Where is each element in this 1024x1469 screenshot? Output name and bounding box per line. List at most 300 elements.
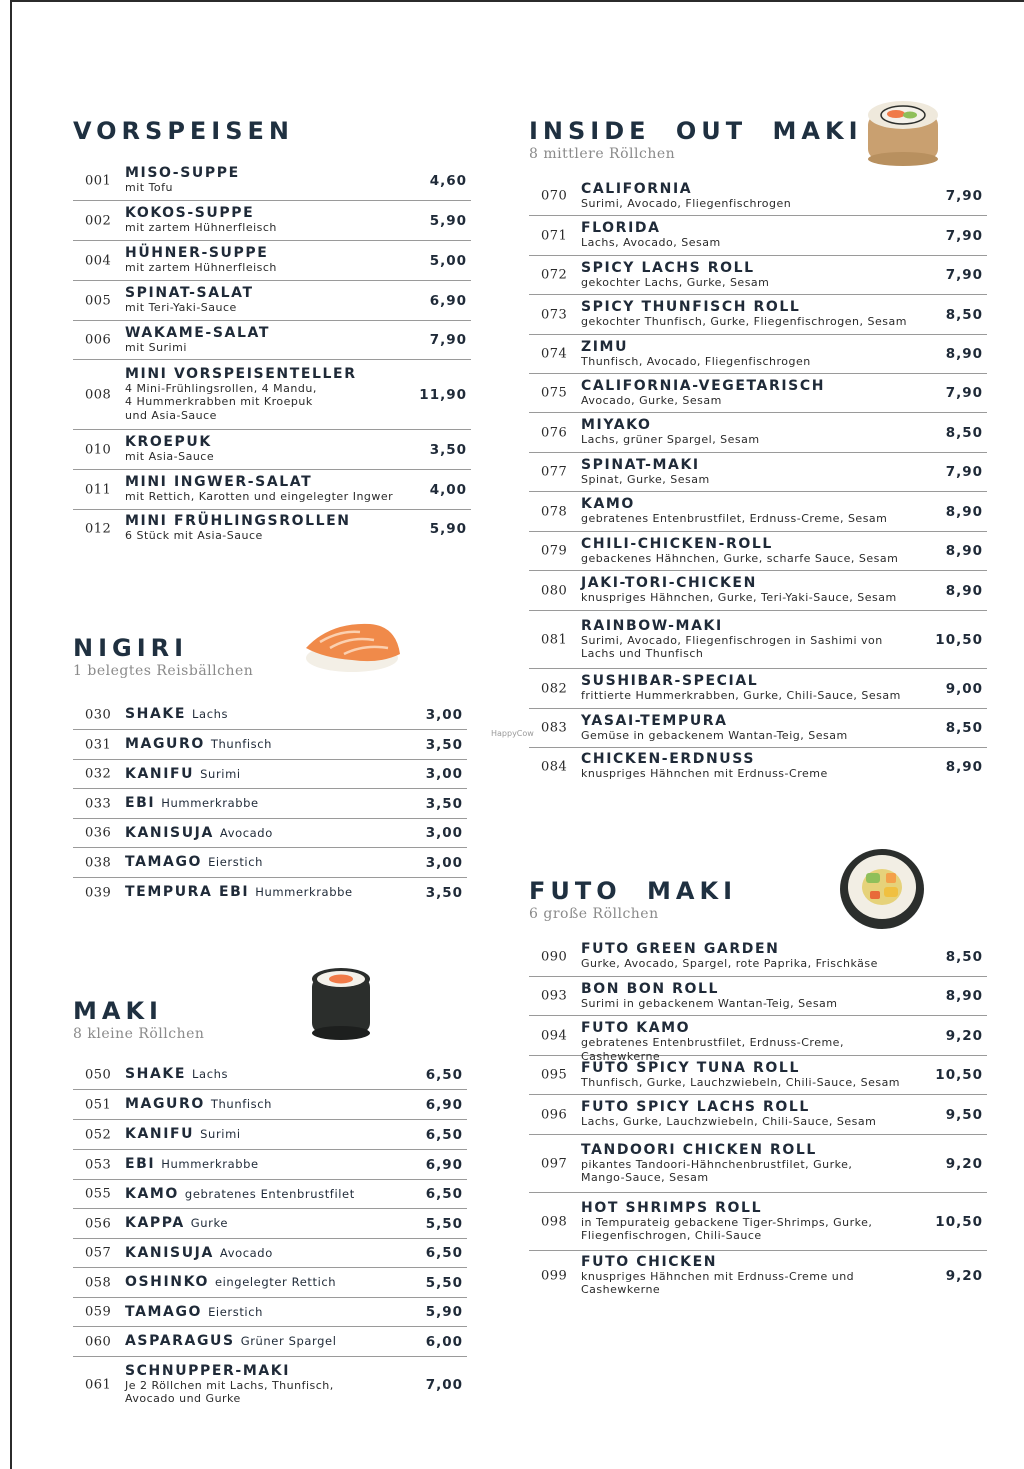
item-number: 070 — [541, 188, 568, 204]
item-name-text: SHAKE — [125, 1066, 187, 1082]
item-inline-description: Hummerkrabbe — [161, 796, 259, 810]
item-name-text: ZIMU — [581, 338, 629, 355]
item-price: 7,90 — [945, 385, 983, 401]
item-number: 077 — [541, 464, 568, 480]
item-number: 032 — [85, 766, 112, 782]
item-name — [125, 766, 397, 782]
item-name — [125, 1333, 397, 1349]
item-name-text: KROEPUK — [125, 434, 212, 451]
menu-item — [529, 335, 987, 374]
item-price: 3,50 — [425, 736, 463, 753]
item-price: 3,00 — [425, 706, 463, 723]
item-description: gekochter Thunfisch, Gurke, Fliegenfischrogen, Sesam — [581, 315, 907, 329]
item-price: 9,50 — [945, 1106, 983, 1123]
item-price: 5,50 — [425, 1215, 463, 1232]
item-price: 3,50 — [429, 441, 467, 458]
item-name — [581, 536, 917, 552]
section-subtitle-futo: 6 große Röllchen — [529, 906, 659, 922]
item-text — [581, 575, 917, 605]
item-text — [125, 1245, 397, 1261]
item-description: in Tempurateig gebackene Tiger-Shrimps, Gurke, — [581, 1215, 873, 1229]
item-number: 061 — [85, 1377, 112, 1393]
item-text — [125, 434, 401, 464]
item-name — [125, 434, 401, 450]
item-number: 095 — [541, 1067, 568, 1083]
item-description: mit Tofu — [125, 181, 174, 195]
item-number: 072 — [541, 267, 568, 283]
menu-item — [529, 1193, 987, 1251]
item-name — [125, 1156, 397, 1172]
item-name-text: SPINAT-SALAT — [125, 285, 254, 302]
menu-item — [529, 256, 987, 295]
item-name-text: YASAI-TEMPURA — [581, 712, 728, 729]
item-name-text: EBI — [125, 1156, 156, 1172]
item-inline-description: Eierstich — [208, 855, 264, 869]
item-text — [125, 825, 397, 841]
item-inline-description: Hummerkrabbe — [161, 1157, 259, 1171]
item-name — [581, 1099, 917, 1115]
item-text — [125, 366, 401, 423]
item-name-text: HÜHNER-SUPPE — [125, 245, 269, 262]
item-number: 060 — [85, 1334, 112, 1349]
menu-item — [529, 295, 987, 335]
item-description: Gemüse in gebackenem Wantan-Teig, Sesam — [581, 728, 848, 742]
item-number: 010 — [85, 442, 112, 457]
item-price: 9,20 — [945, 1268, 983, 1284]
watermark-text: HappyCow — [491, 729, 534, 738]
item-number: 076 — [541, 425, 568, 440]
item-name-text: MAGURO — [125, 1096, 205, 1112]
item-description: pikantes Tandoori-Hähnchenbrustfilet, Gurke, — [581, 1157, 853, 1171]
item-name-text: FUTO SPICY TUNA ROLL — [581, 1059, 800, 1076]
item-name-text: ASPARAGUS — [125, 1333, 235, 1349]
item-description: Surimi, Avocado, Fliegenfischrogen in Sashimi von — [581, 633, 883, 647]
item-number: 073 — [541, 307, 568, 322]
item-name — [125, 366, 401, 382]
item-name-text: KANIFU — [125, 1126, 195, 1142]
section-vorspeisen — [73, 117, 471, 543]
menu-item — [529, 1016, 987, 1063]
item-text — [125, 1304, 397, 1320]
item-name — [125, 1096, 397, 1112]
item-name — [581, 1020, 917, 1036]
item-description: frittierte Hummerkrabben, Gurke, Chili-Sauce, Sesam — [581, 689, 901, 703]
item-text — [125, 1186, 397, 1202]
item-price: 8,90 — [945, 503, 983, 520]
item-name-text: MINI VORSPEISENTELLER — [125, 365, 357, 382]
item-name-text: CALIFORNIA — [581, 180, 693, 197]
item-name-text: BON BON ROLL — [581, 980, 720, 997]
item-number: 057 — [85, 1245, 112, 1261]
menu-item — [73, 201, 471, 241]
item-number: 075 — [541, 385, 568, 401]
item-name-text: TANDOORI CHICKEN ROLL — [581, 1141, 817, 1158]
item-name-text: TAMAGO — [125, 854, 203, 870]
item-description: 6 Stück mit Asia-Sauce — [125, 529, 263, 543]
item-text — [581, 981, 917, 1011]
item-description: mit zartem Hühnerfleisch — [125, 261, 277, 275]
item-name — [125, 325, 401, 341]
item-number: 031 — [85, 737, 112, 752]
item-name — [581, 417, 917, 433]
item-name-text: KOKOS-SUPPE — [125, 205, 255, 222]
item-name — [581, 260, 917, 276]
section-subtitle-nigiri: 1 belegtes Reisbällchen — [73, 663, 254, 679]
item-name-text: HOT SHRIMPS ROLL — [581, 1199, 763, 1216]
item-description: knuspriges Hähnchen mit Erdnuss-Creme — [581, 767, 828, 781]
item-price: 6,90 — [429, 292, 467, 309]
item-name — [581, 751, 917, 767]
item-name — [125, 1066, 397, 1082]
item-price: 8,50 — [945, 424, 983, 441]
item-text — [581, 299, 917, 329]
item-price: 6,90 — [425, 1096, 463, 1113]
item-number: 071 — [541, 228, 568, 243]
menu-item — [73, 360, 471, 430]
item-name-text: EBI — [125, 795, 156, 811]
item-name-text: JAKI-TORI-CHICKEN — [581, 575, 757, 592]
item-number: 081 — [541, 632, 568, 647]
item-number: 055 — [85, 1186, 112, 1202]
menu-item — [529, 1056, 987, 1095]
item-name — [581, 941, 917, 957]
item-name-text: SUSHIBAR-SPECIAL — [581, 673, 759, 690]
item-name-text: KANISUJA — [125, 824, 214, 841]
item-number: 097 — [541, 1156, 568, 1171]
item-text — [125, 325, 401, 355]
item-text — [581, 339, 917, 369]
menu-item — [73, 848, 467, 878]
item-price: 5,50 — [425, 1274, 463, 1291]
menu-item — [73, 321, 471, 360]
section-subtitle-inside-out: 8 mittlere Röllchen — [529, 146, 676, 162]
item-name-text: SPICY THUNFISCH ROLL — [581, 299, 801, 316]
item-inline-description: Surimi — [200, 1127, 241, 1141]
menu-item — [529, 669, 987, 709]
item-inline-description: Hummerkrabbe — [255, 885, 353, 899]
item-name-text: SCHNUPPER-MAKI — [125, 1362, 291, 1379]
item-number: 012 — [85, 521, 112, 537]
item-text — [125, 1274, 397, 1290]
menu-item — [73, 730, 467, 760]
item-price: 8,90 — [945, 582, 983, 599]
item-number: 052 — [85, 1127, 112, 1142]
menu-item — [73, 430, 471, 470]
item-description: Je 2 Röllchen mit Lachs, Thunfisch, — [125, 1378, 334, 1392]
menu-item — [529, 453, 987, 492]
item-price: 8,50 — [945, 948, 983, 965]
menu-item — [73, 1090, 467, 1120]
item-description: gebratenes Entenbrustfilet, Erdnuss-Creme, Cashewkerne — [581, 1036, 844, 1063]
item-text — [125, 795, 397, 811]
item-text — [125, 285, 401, 315]
item-name — [125, 854, 397, 870]
item-description: 4 Hummerkrabben mit Kroepuk — [125, 395, 313, 409]
salmon-nigiri-icon — [300, 614, 404, 678]
item-inline-description: Surimi — [200, 766, 241, 781]
item-number: 039 — [85, 885, 112, 901]
item-name — [125, 825, 397, 841]
item-name-text: MAGURO — [125, 736, 205, 752]
item-number: 011 — [85, 482, 112, 497]
item-description: mit Surimi — [125, 340, 187, 354]
item-number: 079 — [541, 543, 568, 559]
menu-item — [73, 789, 467, 819]
item-name — [581, 220, 917, 236]
item-description: gebratenes Entenbrustfilet, Erdnuss-Creme, Sesam — [581, 512, 888, 526]
item-description: Avocado, Gurke, Sesam — [581, 393, 722, 407]
item-description: Surimi, Avocado, Fliegenfischrogen — [581, 196, 792, 210]
menu-list-nigiri — [73, 700, 467, 908]
item-number: 083 — [541, 720, 568, 736]
menu-list-futo — [529, 937, 987, 1301]
item-description: 4 Mini-Frühlingsrollen, 4 Mandu, — [125, 381, 317, 395]
menu-item — [529, 374, 987, 413]
item-name-text: KANIFU — [125, 765, 195, 782]
item-price: 3,50 — [425, 885, 463, 901]
menu-item — [73, 241, 471, 281]
item-description: Lachs und Thunfisch — [581, 647, 704, 660]
item-number: 051 — [85, 1097, 112, 1112]
item-number: 098 — [541, 1214, 568, 1229]
item-name — [125, 1126, 397, 1142]
item-text — [125, 736, 397, 752]
item-name-text: CHICKEN-ERDNUSS — [581, 751, 756, 768]
item-number: 033 — [85, 796, 112, 811]
item-text — [581, 496, 917, 526]
item-name — [125, 245, 401, 261]
item-text — [581, 751, 917, 781]
item-text — [581, 1099, 917, 1129]
menu-item — [529, 611, 987, 669]
section-maki — [73, 997, 467, 1405]
item-number: 099 — [541, 1268, 568, 1284]
menu-item — [73, 1180, 467, 1209]
item-number: 093 — [541, 988, 568, 1004]
item-description: gekochter Lachs, Gurke, Sesam — [581, 275, 770, 289]
item-number: 080 — [541, 583, 568, 598]
item-text — [125, 766, 397, 782]
item-price: 10,50 — [935, 1067, 983, 1083]
item-number: 008 — [85, 387, 112, 402]
item-price: 6,50 — [425, 1186, 463, 1202]
item-text — [581, 941, 917, 971]
menu-item — [73, 470, 471, 510]
item-price: 3,00 — [425, 854, 463, 871]
item-name — [581, 713, 917, 729]
menu-item — [73, 700, 467, 730]
item-name — [581, 339, 917, 355]
menu-item — [73, 1357, 467, 1413]
item-name — [581, 1200, 917, 1216]
item-number: 090 — [541, 949, 568, 964]
menu-item — [73, 510, 471, 548]
item-name-text: SPICY LACHS ROLL — [581, 259, 755, 276]
menu-item — [529, 413, 987, 453]
item-text — [125, 165, 401, 195]
item-name-text: TAMAGO — [125, 1303, 203, 1320]
item-price: 8,90 — [945, 346, 983, 362]
item-name-text: TEMPURA EBI — [125, 884, 250, 900]
item-price: 7,90 — [945, 188, 983, 204]
item-text — [581, 378, 917, 408]
menu-list-vorspeisen — [73, 161, 471, 548]
section-title-maki: MAKI — [73, 997, 163, 1025]
item-price: 5,90 — [429, 521, 467, 537]
item-inline-description: Thunfisch — [210, 737, 273, 751]
item-number: 082 — [541, 681, 568, 696]
item-price: 8,50 — [945, 306, 983, 323]
item-price: 8,90 — [945, 988, 983, 1004]
item-name — [125, 706, 397, 722]
item-text — [125, 1215, 397, 1231]
item-text — [581, 181, 917, 211]
inside-out-roll-icon — [862, 97, 944, 167]
item-name — [581, 181, 917, 197]
item-description: Lachs, Gurke, Lauchzwiebeln, Chili-Sauce, Sesam — [581, 1115, 877, 1129]
section-title-inside-out: INSIDE OUT MAKI — [529, 117, 863, 145]
menu-item — [73, 1298, 467, 1327]
item-price: 9,20 — [945, 1155, 983, 1172]
item-inline-description: Grüner Spargel — [240, 1334, 337, 1348]
item-number: 030 — [85, 707, 112, 722]
item-description: mit Rettich, Karotten und eingelegter Ingwer — [125, 490, 394, 504]
section-subtitle-maki: 8 kleine Röllchen — [73, 1026, 205, 1042]
item-name — [125, 165, 401, 181]
item-name — [125, 1245, 397, 1261]
menu-item — [73, 1120, 467, 1150]
item-name-text: FUTO SPICY LACHS ROLL — [581, 1099, 810, 1116]
menu-item — [529, 709, 987, 748]
menu-item — [73, 1150, 467, 1180]
item-name — [581, 673, 917, 689]
item-price: 3,00 — [425, 766, 463, 782]
item-description: knuspriges Hähnchen mit Erdnuss-Creme und — [581, 1269, 855, 1283]
item-description: knuspriges Hähnchen, Gurke, Teri-Yaki-Sauce, Sesam — [581, 591, 897, 605]
item-name-text: WAKAME-SALAT — [125, 324, 270, 341]
menu-item — [73, 1209, 467, 1239]
item-text — [125, 854, 397, 870]
item-number: 078 — [541, 504, 568, 519]
item-name-text: CHILI-CHICKEN-ROLL — [581, 535, 773, 552]
item-name — [581, 1142, 917, 1158]
item-price: 7,00 — [425, 1377, 463, 1393]
section-nigiri — [73, 634, 467, 901]
menu-item — [73, 878, 467, 908]
item-name-text: OSHINKO — [125, 1274, 209, 1290]
item-inline-description: Lachs — [192, 707, 229, 721]
item-description: Lachs, grüner Spargel, Sesam — [581, 433, 760, 447]
item-description: Thunfisch, Gurke, Lauchzwiebeln, Chili-Sauce, Sesam — [581, 1075, 901, 1089]
item-name-text: KAMO — [581, 496, 635, 513]
menu-item — [73, 1327, 467, 1357]
item-price: 5,90 — [425, 1304, 463, 1320]
item-text — [125, 706, 397, 722]
item-text — [581, 260, 917, 290]
item-text — [125, 1363, 397, 1406]
item-number: 056 — [85, 1216, 112, 1231]
item-inline-description: eingelegter Rettich — [214, 1275, 337, 1289]
menu-list-maki — [73, 1060, 467, 1413]
item-price: 3,50 — [425, 795, 463, 812]
item-name-text: FUTO GREEN GARDEN — [581, 941, 780, 958]
menu-item — [529, 937, 987, 977]
item-description: mit zartem Hühnerfleisch — [125, 221, 277, 235]
menu-item — [73, 1060, 467, 1090]
menu-item — [529, 1135, 987, 1193]
item-text — [581, 536, 917, 566]
item-text — [125, 1126, 397, 1142]
menu-item — [529, 977, 987, 1016]
item-text — [125, 1333, 397, 1349]
item-text — [125, 245, 401, 275]
item-name-text: FLORIDA — [581, 220, 661, 237]
item-text — [125, 205, 401, 235]
item-number: 002 — [85, 213, 112, 228]
item-name-text: KANISUJA — [125, 1244, 214, 1261]
item-name-text: SHAKE — [125, 706, 187, 722]
item-number: 050 — [85, 1067, 112, 1082]
item-price: 6,50 — [425, 1245, 463, 1261]
item-name — [125, 795, 397, 811]
item-number: 094 — [541, 1028, 568, 1043]
item-price: 4,60 — [429, 172, 467, 189]
menu-item — [73, 281, 471, 321]
item-name — [581, 1060, 917, 1076]
item-name — [125, 1186, 397, 1202]
item-name — [581, 378, 917, 394]
item-number: 053 — [85, 1157, 112, 1172]
item-inline-description: Eierstich — [208, 1304, 264, 1319]
item-description: Avocado und Gurke — [125, 1392, 241, 1405]
item-price: 4,00 — [429, 481, 467, 498]
item-description: Mango-Sauce, Sesam — [581, 1171, 709, 1184]
item-number: 059 — [85, 1304, 112, 1320]
item-number: 005 — [85, 293, 112, 308]
item-price: 7,90 — [945, 267, 983, 283]
item-name — [581, 496, 917, 512]
item-description: Fliegenfischrogen, Chili-Sauce — [581, 1229, 762, 1242]
item-name — [581, 457, 917, 473]
item-name — [125, 1274, 397, 1290]
item-text — [125, 513, 401, 543]
item-name — [125, 513, 401, 529]
item-name — [581, 981, 917, 997]
item-inline-description: Thunfisch — [210, 1097, 273, 1111]
item-number: 058 — [85, 1275, 112, 1290]
item-name-text: CALIFORNIA-VEGETARISCH — [581, 377, 826, 394]
menu-item — [529, 1251, 987, 1301]
item-price: 9,00 — [945, 680, 983, 697]
item-inline-description: gebratenes Entenbrustfilet — [184, 1186, 355, 1201]
item-name-text: FUTO CHICKEN — [581, 1253, 718, 1270]
item-name — [125, 205, 401, 221]
item-name — [125, 474, 401, 490]
menu-item — [73, 819, 467, 848]
menu-item — [529, 177, 987, 216]
item-price: 7,90 — [945, 464, 983, 480]
item-name — [581, 299, 917, 315]
item-name-text: MINI FRÜHLINGSROLLEN — [125, 513, 351, 530]
menu-item — [73, 1239, 467, 1268]
menu-item — [529, 748, 987, 786]
menu-item — [73, 760, 467, 789]
item-price: 11,90 — [419, 386, 467, 403]
item-number: 074 — [541, 346, 568, 362]
section-title-nigiri: NIGIRI — [73, 634, 189, 662]
item-text — [581, 1254, 917, 1297]
item-price: 6,50 — [425, 1126, 463, 1143]
